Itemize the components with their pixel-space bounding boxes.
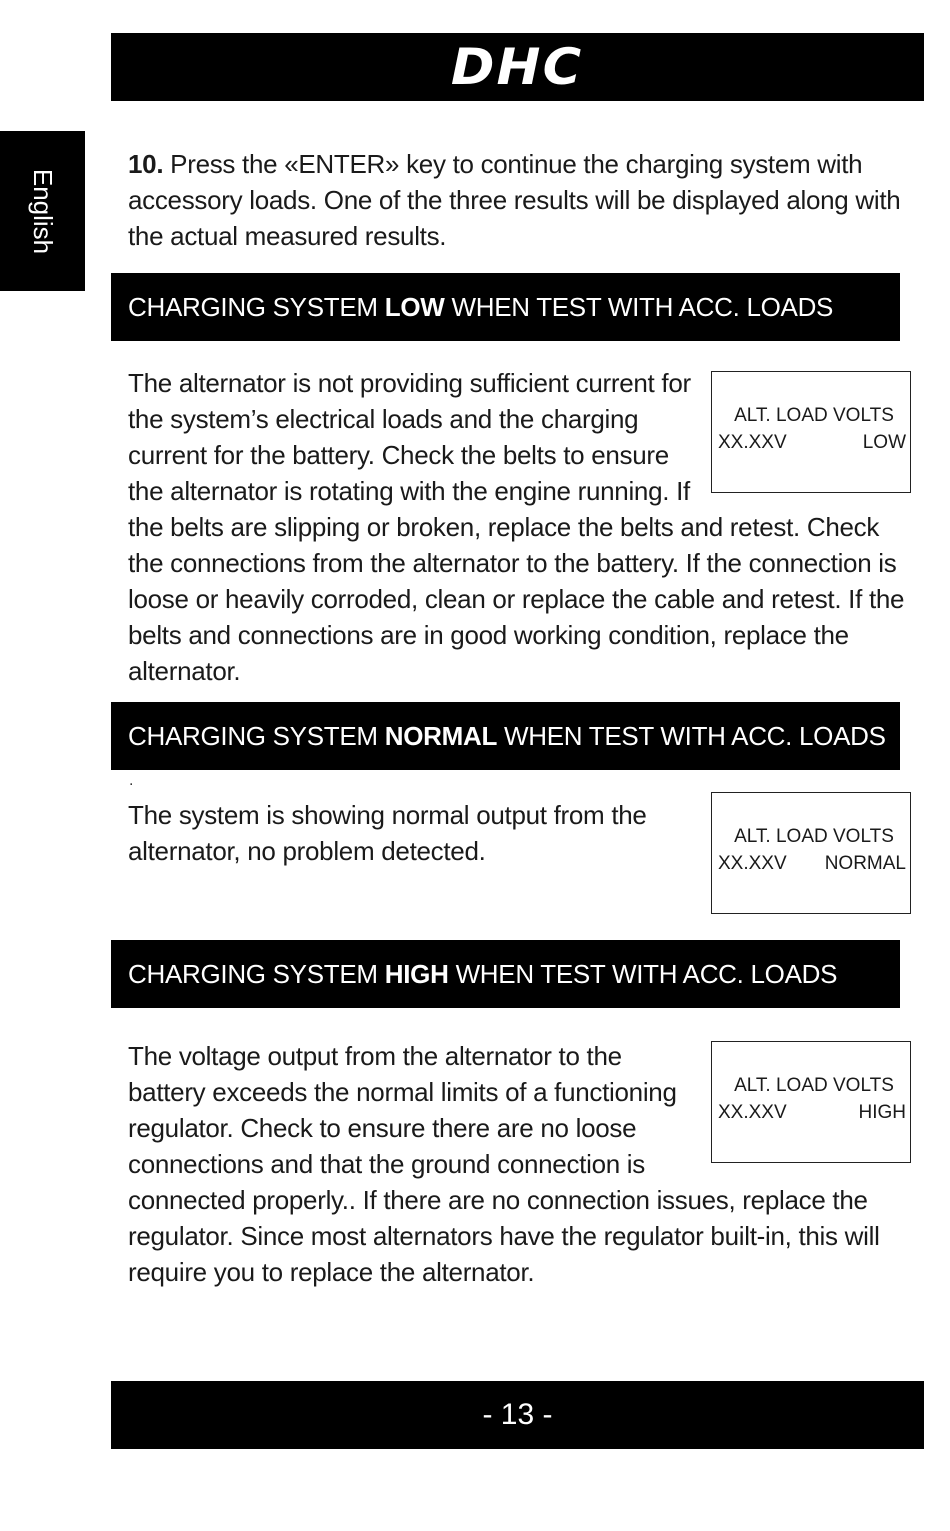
stray-mark: .: [129, 772, 134, 789]
lcd-line1: ALT. LOAD VOLTS: [734, 1075, 894, 1096]
section-heading-keyword: NORMAL: [384, 720, 498, 751]
lcd-status: LOW: [862, 432, 906, 453]
section-body-normal: [128, 797, 688, 869]
section-heading-suffix: WHEN TEST WITH ACC. LOADS: [455, 958, 838, 989]
lcd-value: XX.XXV: [718, 853, 787, 874]
section-heading-prefix: CHARGING SYSTEM: [128, 958, 378, 989]
lcd-status: HIGH: [858, 1102, 906, 1123]
footer-bar: [111, 1381, 924, 1449]
section-heading-prefix: CHARGING SYSTEM: [128, 291, 378, 322]
step-number: 10.: [128, 149, 164, 179]
lcd-display-low: [711, 371, 911, 493]
section-heading-low: [111, 273, 900, 341]
section-body-text: The voltage output from the alternator to the battery exceeds the normal limits of a functioning regulator. Check to ensure there are no loose connections and that the ground connection is connected properly.. If there are no connection issues, replace the regulator. Since most alternators have the regulator built-in, this will require you to replace the alternator.: [128, 1041, 880, 1287]
lcd-line1: ALT. LOAD VOLTS: [734, 826, 894, 847]
lcd-line2: [718, 432, 906, 454]
lcd-line2: [718, 853, 906, 875]
section-body-text: The system is showing normal output from the alternator, no problem detected.: [128, 800, 647, 866]
lcd-display-normal: [711, 792, 911, 914]
lcd-line2: [718, 1102, 906, 1124]
lcd-display-high: [711, 1041, 911, 1163]
section-body-text: The alternator is not providing sufficient current for the system’s electrical loads and the charging current for the battery. Check the belts to ensure the alternator is rotating with the engine running. If the belts are slipping or broken, replace the belts and retest. Check the connections from the alternator to the battery. If the connection is loose or heavily corroded, clean or replace the cable and retest. If the belts and connections are in good working condition, replace the alternator.: [128, 368, 905, 686]
section-heading-prefix: CHARGING SYSTEM: [128, 720, 378, 751]
lcd-line1: ALT. LOAD VOLTS: [734, 405, 894, 426]
step-text: Press the «ENTER» key to continue the charging system with accessory loads. One of the three results will be displayed along with the actual measured results.: [128, 149, 901, 251]
lcd-status: NORMAL: [824, 853, 906, 874]
language-label: English: [28, 168, 58, 254]
brand-logo: DHC: [451, 38, 584, 96]
section-heading-keyword: HIGH: [384, 958, 449, 989]
header-bar: [111, 33, 924, 101]
section-heading-suffix: WHEN TEST WITH ACC. LOADS: [504, 720, 886, 751]
step-paragraph: [128, 146, 918, 254]
section-heading-suffix: WHEN TEST WITH ACC. LOADS: [451, 291, 834, 322]
section-heading-normal: [111, 702, 900, 770]
language-tab: [0, 131, 85, 291]
lcd-value: XX.XXV: [718, 1102, 787, 1123]
page-number: - 13 -: [482, 1398, 553, 1431]
section-heading-keyword: LOW: [384, 291, 445, 322]
lcd-value: XX.XXV: [718, 432, 787, 453]
section-heading-high: [111, 940, 900, 1008]
